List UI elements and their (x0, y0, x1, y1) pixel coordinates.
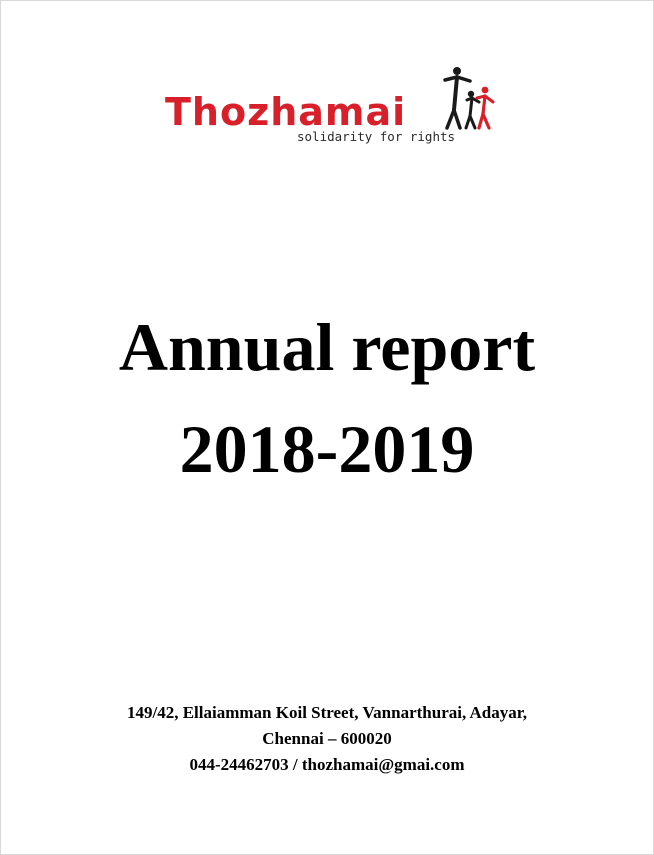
address-block (0, 700, 654, 778)
address-city: Chennai – 600020 (262, 729, 392, 748)
logo-tagline: solidarity for rights (297, 129, 456, 144)
address-contact: 044-24462703 / thozhamai@gmai.com (189, 755, 465, 774)
thozhamai-logo (165, 66, 495, 150)
report-title: Annual report (118, 309, 536, 385)
logo-wordmark: Thozhamai (165, 90, 407, 134)
address-street: 149/42, Ellaiamman Koil Street, Vannarthurai, Adayar, (126, 703, 527, 722)
people-figures-icon (437, 66, 495, 132)
report-year: 2018-2019 (179, 411, 475, 487)
